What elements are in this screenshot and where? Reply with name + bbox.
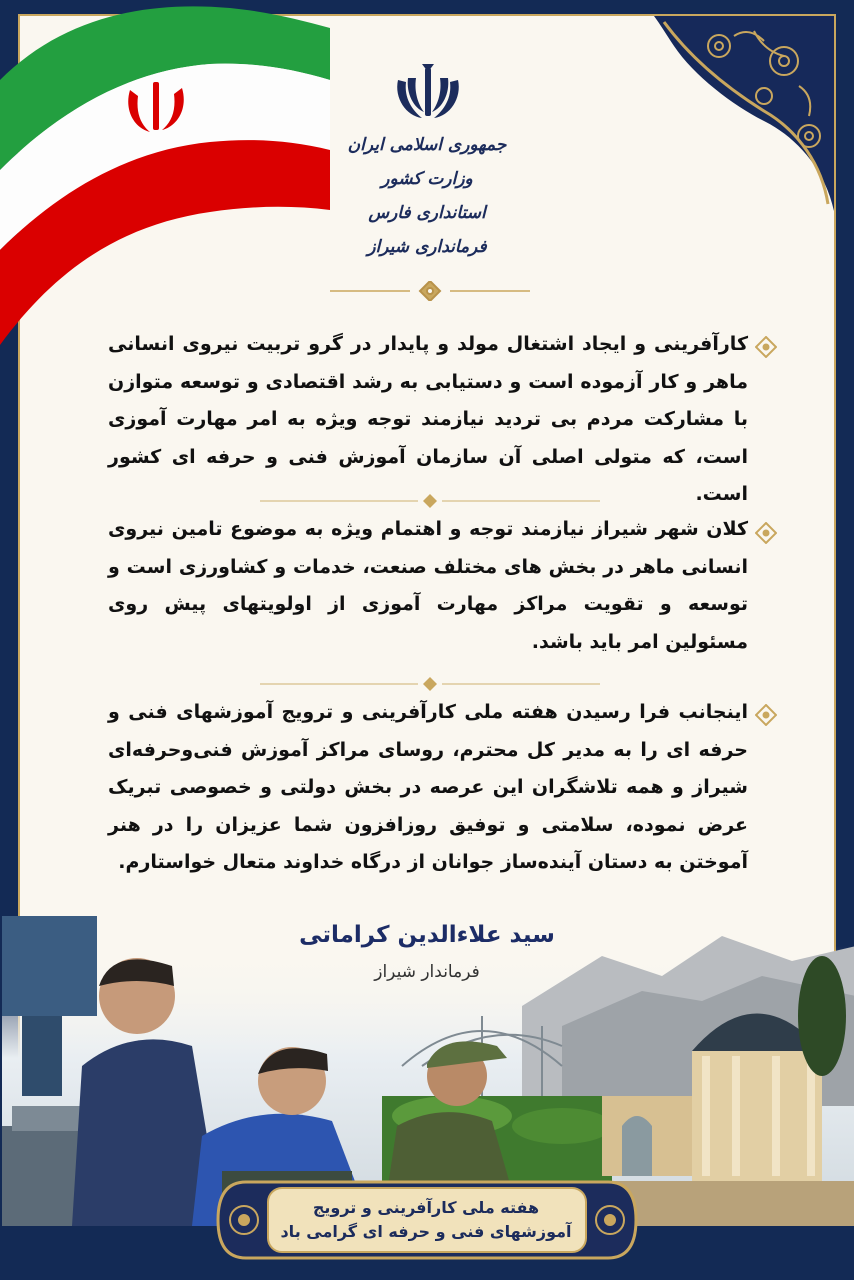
paragraph-3: اینجانب فرا رسیدن هفته ملی کارآفرینی و ترویج آموزشهای فنی و حرفه ای را به مدیر کل محترم، روسای مراکز آموزش فنی‌وحرفه‌ای شیراز و همه تلاشگران این عرصه در بخش دولتی و خصوصی تبریک عرض نموده، سلامتی و توفیق روزافزون شما عزیزان را در هنر آموختن به دستان آینده‌ساز جوانان از درگاه خداوند متعال خواستارم.: [108, 701, 748, 873]
county-name: فرمانداری شیراز: [367, 237, 487, 257]
signatory-name: سید علاءالدین کراماتی: [299, 922, 555, 948]
section-divider: [260, 491, 600, 511]
floral-corner: [634, 16, 834, 211]
banner-line-1: هفته ملی کارآفرینی و ترویج: [312, 1198, 540, 1217]
country-name: جمهوری اسلامی ایران: [347, 135, 507, 155]
iran-emblem-icon: [392, 60, 464, 122]
province-name: استانداری فارس: [368, 203, 486, 223]
workers-and-hafezieh-scene: [2, 906, 854, 1226]
government-header: [302, 128, 552, 264]
ministry-name: وزارت کشور: [381, 169, 473, 189]
rhombus-bullet-icon: [755, 336, 777, 358]
rhombus-bullet-icon: [755, 704, 777, 726]
section-divider: [260, 674, 600, 694]
signatory-title: فرماندار شیراز: [374, 962, 480, 982]
banner-line-2: آموزشهای فنی و حرفه ای گرامی باد: [280, 1222, 572, 1241]
paragraph-2: کلان شهر شیراز نیازمند توجه و اهتمام ویژه به موضوع تامین نیروی انسانی ماهر در بخش های مختلف صنعت، خدمات و کشاورزی است و توسعه و تقویت مراکز مهارت آموزی از اولویتهای پیش روی مسئولین امر باید باشد.: [108, 518, 748, 653]
rhombus-bullet-icon: [755, 522, 777, 544]
ornament-divider: [330, 281, 530, 301]
paragraph-1: کارآفرینی و ایجاد اشتغال مولد و پایدار در گرو تربیت نیروی انسانی ماهر و کار آزموده است و دستیابی به رشد اقتصادی و توسعه متوازن با مشارکت مردم بی تردید نیازمند توجه ویژه به امر مهارت آموزی است، که متولی اصلی آن سازمان آموزش فنی و حرفه ای کشور است.: [108, 333, 748, 505]
footer-banner-text: [270, 1196, 582, 1244]
iran-flag: [0, 0, 330, 360]
ornament-icon: [420, 281, 440, 301]
